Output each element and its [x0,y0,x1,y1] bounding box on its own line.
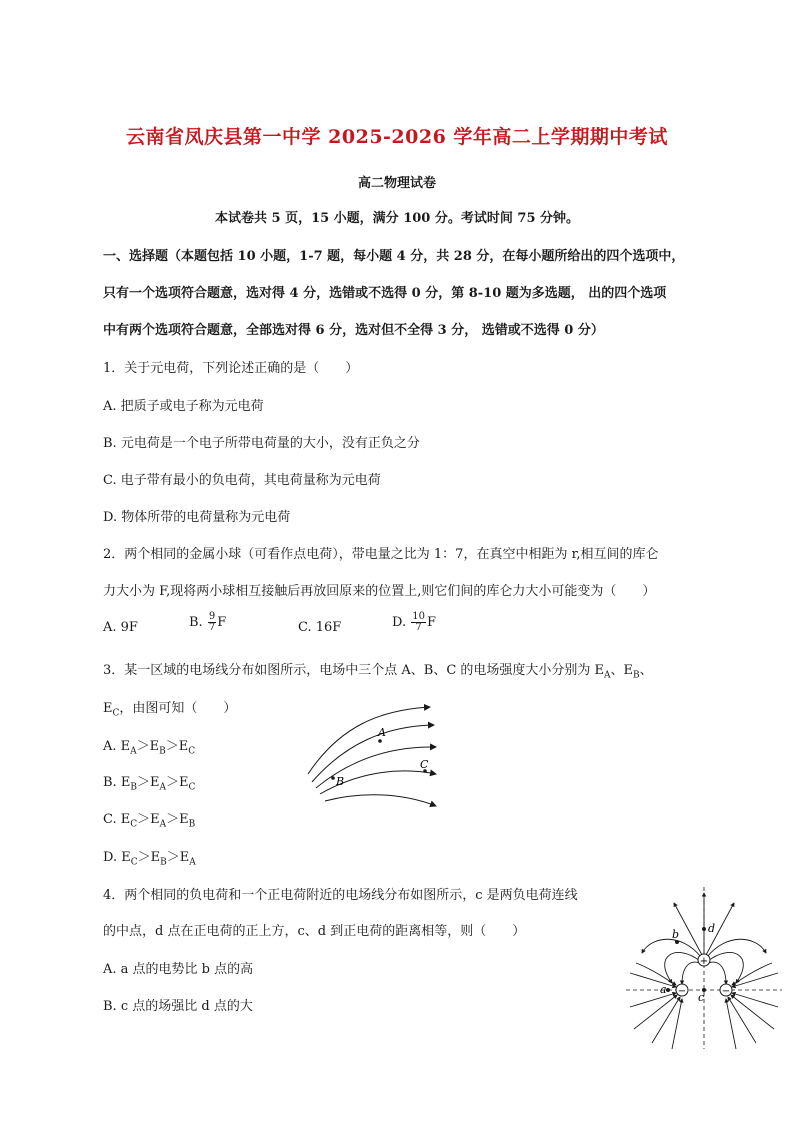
point-a-dot [666,988,670,992]
question-3-option-c [103,808,195,830]
point-b-label: b [672,928,680,941]
point-c-label: c [698,991,705,1004]
three-charge-field-figure [622,883,786,1053]
option-d-label: D. [392,615,407,630]
question-2-line1: 2．两个相同的金属小球（可看作点电荷），带电量之比为 1：7，在真空中相距为 r,相互间的库仑 [103,547,659,562]
q3-line2-text: E [103,701,113,716]
field-line [325,795,436,806]
subscript: C [188,782,196,793]
fraction-numerator: 10 [412,611,425,622]
opt-text: D. E [103,850,131,865]
opt-text: C. E [103,812,131,827]
option-b-unit: F [217,615,227,630]
question-4-line1: 4．两个相同的负电荷和一个正电荷附近的电场线分布如图所示，c 是两负电荷连线 [103,888,578,903]
option-d-unit: F [426,615,436,630]
q3-line1-sep: 、 [639,663,653,678]
field-line [316,747,436,788]
subscript: A [189,857,196,868]
field-line [732,993,778,1007]
point-a-dot [378,739,382,743]
question-3-option-d [103,846,196,868]
opt-text: B. E [103,775,131,790]
subscript: B [188,819,196,830]
field-line [682,962,700,984]
question-2-option-a: A. 9F [103,620,138,635]
opt-text: ＞E [166,812,189,827]
field-line [636,963,676,985]
question-1-option-c: C. 电子带有最小的负电荷，其电荷量称为元电荷 [103,473,381,488]
field-line [630,973,676,987]
field-line [708,962,726,984]
question-2-option-c: C. 16F [298,620,342,635]
negative-charge-right-sign: − [721,986,731,997]
point-a-label: a [660,983,667,996]
subscript: C [112,708,120,719]
field-line [732,963,772,985]
point-b-label: B [336,775,345,788]
subscript: A [604,670,611,681]
field-line [308,707,430,774]
opt-text: A. E [103,739,131,754]
field-line [732,973,778,987]
question-2-option-b [189,612,226,633]
opt-text: ＞E [137,850,161,865]
question-3-line2 [103,697,236,719]
field-line [726,999,736,1049]
subscript: C [188,746,196,757]
opt-text: ＞E [136,775,160,790]
fraction-9-7 [208,612,216,633]
subscript: C [130,857,138,868]
question-1-stem: 1．关于元电荷，下列论述正确的是（ ） [103,361,359,376]
negative-charge-left-sign: − [677,986,687,997]
subscript: B [160,857,167,868]
subscript: A [159,819,167,830]
fraction-denominator: 7 [415,622,422,633]
question-3-option-a [103,735,195,757]
point-d-label: d [708,922,716,935]
question-4-option-a: A. a 点的电势比 b 点的高 [103,962,254,977]
opt-text: ＞E [136,739,160,754]
option-b-label: B. [189,615,203,630]
question-4-option-b: B. c 点的场强比 d 点的大 [103,999,253,1014]
subscript: B [159,746,166,757]
subscript: A [159,782,166,793]
exam-info: 本试卷共 5 页，15 小题，满分 100 分。考试时间 75 分钟。 [214,211,580,226]
subscript: B [130,782,137,793]
question-2-line2: 力大小为 F,现将两小球相互接触后再放回原来的位置上,则它们间的库仑力大小可能变为（ ） [103,584,656,599]
section-instructions-line1: 一、选择题（本题包括 10 小题，1-7 题，每小题 4 分，共 28 分，在每小题所给出的四个选项中， [103,249,685,264]
question-3-line1 [103,659,653,681]
point-a-label: A [378,726,386,739]
q3-line1-text: 3．某一区域的电场线分布如图所示，电场中三个点 A、B、C 的电场强度大小分别为 E [103,663,605,678]
opt-text: ＞E [137,812,160,827]
section-instructions-line3: 中有两个选项符合题意，全部选对得 6 分，选对但不全得 3 分， 选错或不选得 0 分） [103,323,604,338]
point-c-label: C [420,758,429,771]
exam-title: 云南省凤庆县第一中学 2025-2026 学年高二上学期期中考试 [126,126,668,148]
subscript: B [633,670,640,681]
field-line [630,993,676,1007]
positive-charge-sign: + [699,956,709,967]
point-d-dot [702,927,706,931]
question-3-option-b [103,771,195,793]
fraction-denominator: 7 [208,622,216,633]
opt-text: ＞E [165,739,189,754]
opt-text: ＞E [166,850,190,865]
exam-subtitle: 高二物理试卷 [357,176,436,191]
point-b-dot [331,776,335,780]
question-2-option-d [392,612,436,633]
fraction-numerator: 9 [208,611,216,622]
question-4-line2: 的中点，d 点在正电荷的正上方，c、d 到正电荷的距离相等，则（ ） [103,924,526,939]
subscript: C [130,819,138,830]
opt-text: ＞E [165,775,189,790]
q3-line1-sep: 、E [610,663,634,678]
section-instructions-line2: 只有一个选项符合题意，选对得 4 分，选错或不选得 0 分，第 8-10 题为多选题， 出的四个选项 [103,286,667,301]
field-line [672,999,682,1049]
question-1-option-a: A. 把质子或电子称为元电荷 [103,399,264,414]
q3-line2-text: ，由图可知（ ） [119,701,237,716]
question-1-option-d: D. 物体所带的电荷量称为元电荷 [103,510,291,525]
field-lines-figure [300,696,450,812]
fraction-10-7 [411,612,426,633]
subscript: A [130,746,137,757]
question-1-option-b: B. 元电荷是一个电子所带电荷量的大小，没有正负之分 [103,436,420,451]
